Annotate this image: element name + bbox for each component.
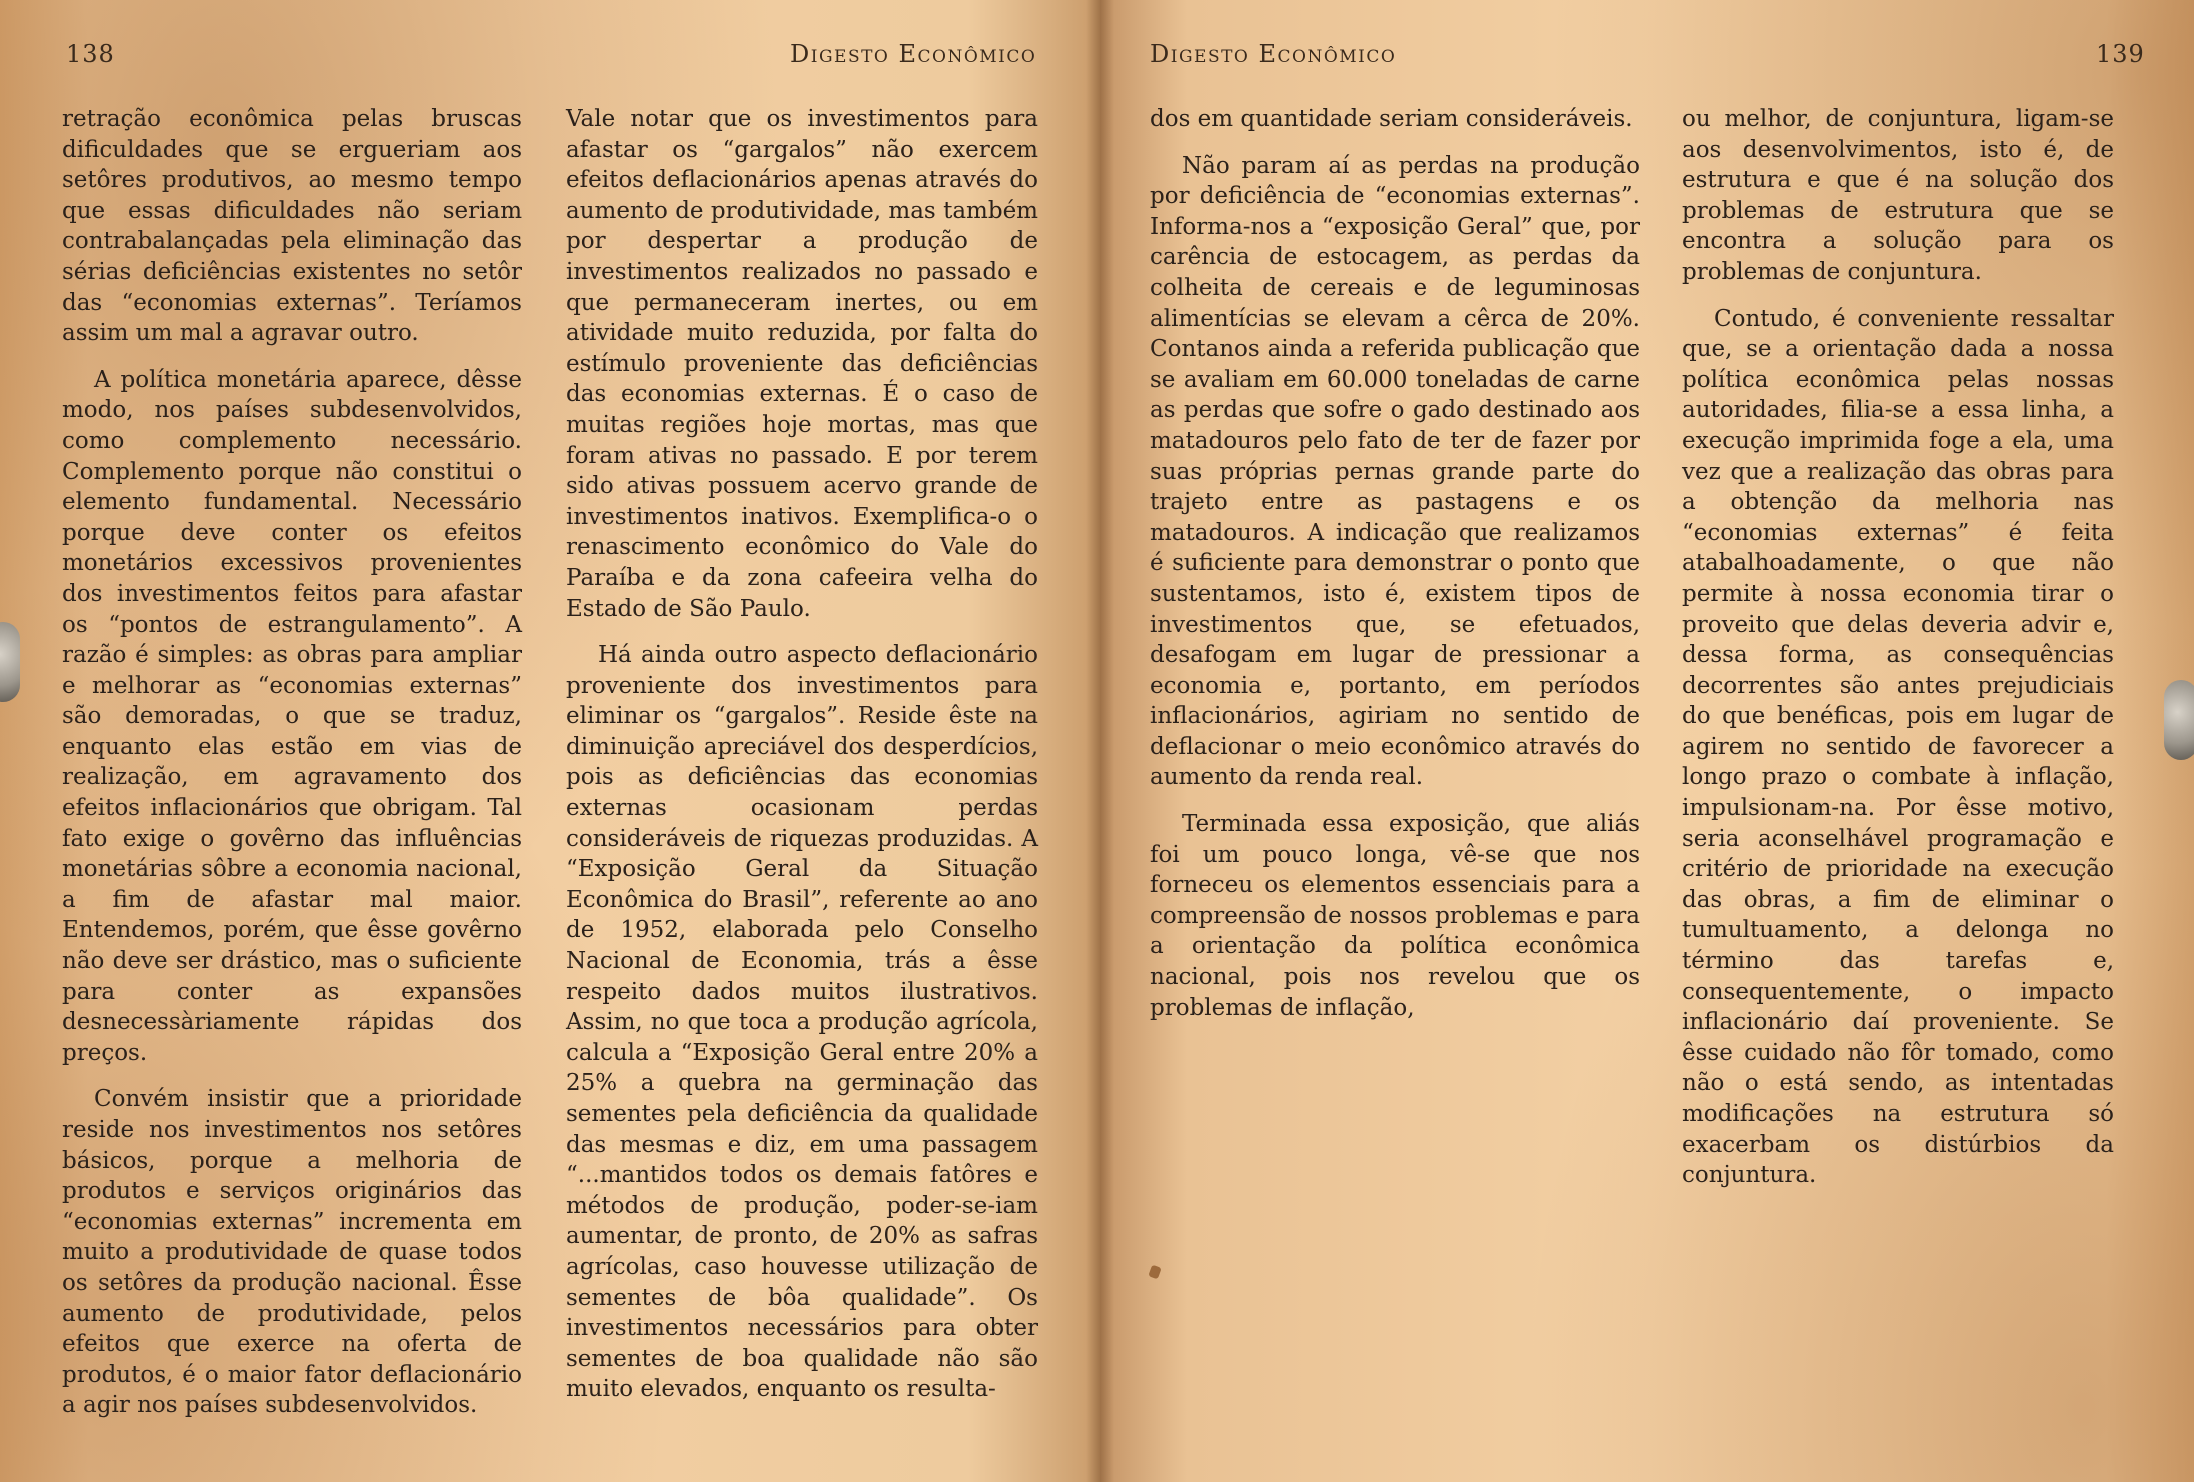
paragraph: Não param aí as perdas na produção por deficiência de “economias externas”. Informa-nos a “exposição Geral” que, por carência de estocagem, as perdas da colheita de cereais e de leguminosas alimentícias se elevam a cêrca de 20%. Contanos ainda a referida publicação que se avaliam em 60.000 toneladas de carne as perdas que sofre o gado destinado aos matadouros pelo fato de ter de fazer por suas próprias pernas grande parte do trajeto entre as pastagens e os matadouros. A indicação que realizamos é suficiente para demonstrar o ponto que sustentamos, isto é, existem tipos de investimentos que, se efetuados, desafogam em lugar de pressionar a economia e, portanto, em períodos inflacionários, agiriam no sentido de deflacionar o meio econômico através do aumento da renda real. (1150, 152, 1640, 791)
page-number-left: 138 (66, 40, 115, 68)
paragraph: dos em quantidade seriam consideráveis. (1150, 106, 1633, 132)
right-column-2 (1682, 104, 2114, 1191)
left-column-1 (62, 104, 522, 1421)
paragraph: Vale notar que os investimentos para afastar os “gargalos” não exercem efeitos deflacionários apenas através do aumento de produtividade, mas também por despertar a produção de investimentos realizados no passado e que permaneceram inertes, ou em atividade muito reduzida, por falta do estímulo proveniente das deficiências das economias externas. É o caso de muitas regiões hoje mortas, mas que foram ativas no passado. E por terem sido ativas possuem acervo grande de investimentos inativos. Exemplifica-o o renascimento econômico do Vale do Paraíba e da zona cafeeira velha do Estado de São Paulo. (566, 106, 1038, 622)
page-number-right: 139 (2096, 40, 2145, 68)
paragraph: Há ainda outro aspecto deflacionário proveniente dos investimentos para eliminar os “gargalos”. Reside êste na diminuição apreciável dos desperdícios, pois as deficiências das economias externas ocasionam perdas consideráveis de riquezas produzidas. A “Exposição Geral da Situação Econômica do Brasil”, referente ao ano de 1952, elaborada pelo Conselho Nacional de Economia, trás a êsse respeito dados muitos ilustrativos. Assim, no que toca a produção agrícola, calcula a “Exposição Geral entre 20% a 25% a quebra na germinação das sementes pela deficiência da qualidade das mesmas e diz, em uma passagem “...mantidos todos os demais fatôres e métodos de produção, poder-se-iam aumentar, de pronto, de 20% as safras agrícolas, caso houvesse utilização de sementes de bôa qualidade”. Os investimentos necessários para obter sementes de boa qualidade não são muito elevados, enquanto os resulta- (566, 642, 1038, 1403)
right-column-1 (1150, 104, 1640, 1023)
paragraph: Contudo, é conveniente ressaltar que, se a orientação dada a nossa política econômica pelas nossas autoridades, filia-se a essa linha, a execução imprimida foge a ela, uma vez que a realização das obras para a obtenção da melhoria nas “economias externas” é feita atabalhoadamente, o que não permite à nossa economia tirar o proveito que delas deveria advir e, dessa forma, as consequências decorrentes são antes prejudiciais do que benéficas, pois em lugar de agirem no sentido de favorecer a longo prazo o combate à inflação, impulsionam-na. Por êsse motivo, seria aconselhável programação e critério de prioridade na execução das obras, a fim de eliminar o tumultuamento, a delonga no término das tarefas e, consequentemente, o impacto inflacionário daí proveniente. Se êsse cuidado não fôr tomado, como não o está sendo, as intentadas modificações na estrutura só exacerbam os distúrbios da conjuntura. (1682, 305, 2114, 1189)
paragraph: ou melhor, de conjuntura, ligam-se aos desenvolvimentos, isto é, de estrutura e que é na solução dos problemas de estrutura que se encontra a solução para os problemas de conjuntura. (1682, 106, 2114, 285)
binding-hole (0, 622, 20, 702)
book-gutter (1086, 0, 1114, 1482)
left-column-2 (566, 104, 1038, 1405)
paragraph: retração econômica pelas bruscas dificuldades que se ergueriam aos setôres produtivos, ao mesmo tempo que essas dificuldades não seriam contrabalançadas pela eliminação das sérias deficiências existentes no setôr das “economias externas”. Teríamos assim um mal a agravar outro. (62, 106, 522, 347)
binding-hole (2164, 680, 2194, 760)
paragraph: Terminada essa exposição, que aliás foi um pouco longa, vê-se que nos forneceu os elementos essenciais para a compreensão de nossos problemas e para a orientação da política econômica nacional, pois nos revelou que os problemas de inflação, (1150, 811, 1640, 1021)
running-head-right: Digesto Econômico (1150, 40, 1397, 68)
paragraph: Convém insistir que a prioridade reside nos investimentos nos setôres básicos, porque a melhoria de produtos e serviços originários das “economias externas” incrementa em muito a produtividade de quase todos os setôres da produção nacional. Êsse aumento de produtividade, pelos efeitos que exerce na oferta de produtos, é o maior fator deflacionário a agir nos países subdesenvolvidos. (62, 1086, 522, 1419)
paragraph: A política monetária aparece, dêsse modo, nos países subdesenvolvidos, como complemento necessário. Complemento porque não constitui o elemento fundamental. Necessário porque deve conter os efeitos monetários excessivos provenientes dos investimentos feitos para afastar os “pontos de estrangulamento”. A razão é simples: as obras para ampliar e melhorar as “economias externas” são demoradas, o que se traduz, enquanto elas estão em vias de realização, em agravamento dos efeitos inflacionários que obrigam. Tal fato exige o govêrno das influências monetárias sôbre a economia nacional, a fim de afastar mal maior. Entendemos, porém, que êsse govêrno não deve ser drástico, mas o suficiente para conter as expansões desnecessàriamente rápidas dos preços. (62, 366, 522, 1066)
right-page (1100, 0, 2194, 1482)
running-head-left: Digesto Econômico (790, 40, 1037, 68)
